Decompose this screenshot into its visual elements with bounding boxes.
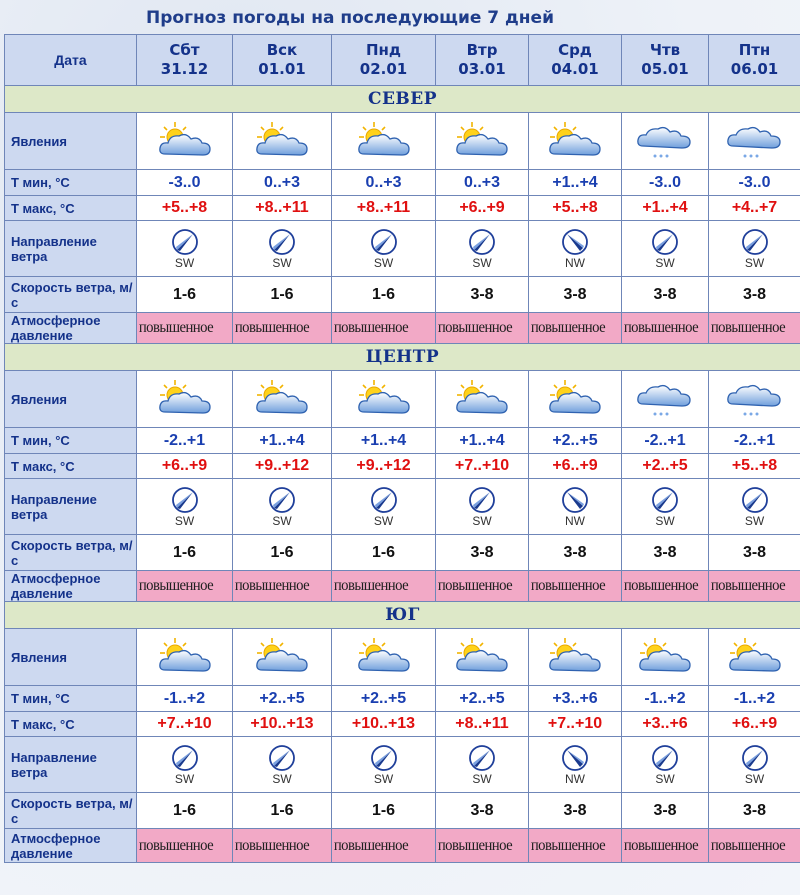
pressure-cell (137, 829, 233, 863)
pressure-cell (233, 571, 332, 602)
tmax-value: +7..+10 (137, 712, 233, 737)
weather-cell (709, 629, 800, 686)
pressure-value: повышенное (138, 577, 214, 594)
pressure-value: повышенное (623, 319, 699, 336)
pressure-cell (332, 829, 436, 863)
wind-compass-icon (267, 227, 297, 257)
region-header: СЕВЕР (5, 86, 800, 113)
wind-speed-value: 3-8 (529, 277, 622, 313)
wind-direction-text: SW (373, 514, 394, 528)
wind-speed-value: 3-8 (436, 793, 529, 829)
day-header-3 (436, 35, 529, 86)
wind-speed-value: 1-6 (332, 277, 436, 313)
wind-compass-icon (740, 485, 770, 515)
weather-cell (332, 371, 436, 428)
region-header: ЦЕНТР (5, 344, 800, 371)
wind-speed-value: 1-6 (233, 277, 332, 313)
wind-direction-cell (233, 737, 332, 793)
pressure-value: повышенное (710, 319, 786, 336)
sun-cloud-icon (725, 636, 785, 678)
pressure-value: повышенное (333, 577, 409, 594)
wind-direction-text: SW (472, 256, 492, 270)
pressure-cell (622, 313, 709, 344)
wind-direction-text: SW (272, 514, 292, 528)
weather-cell (233, 113, 332, 170)
tmax-label: Т макс, °С (5, 454, 137, 479)
weather-cell (137, 113, 233, 170)
wind-compass-icon (650, 743, 680, 773)
wind-speed-label: Скорость ветра, м/с (5, 793, 137, 829)
wind-speed-value: 1-6 (137, 793, 233, 829)
tmin-value: -3..0 (137, 170, 233, 196)
tmax-value: +2..+5 (622, 454, 709, 479)
wind-direction-cell (137, 737, 233, 793)
sun-cloud-icon (252, 120, 312, 162)
snow-cloud-icon (635, 378, 695, 420)
day-header-6 (709, 35, 800, 86)
wind-compass-icon (467, 743, 497, 773)
weather-cell (529, 113, 622, 170)
day-of-week: Срд (558, 41, 592, 59)
day-of-week: Втр (466, 41, 498, 59)
sun-cloud-icon (545, 636, 605, 678)
tmax-value: +6..+9 (137, 454, 233, 479)
wind-direction-text: SW (174, 256, 195, 270)
wind-direction-text: NW (565, 772, 585, 786)
wind-compass-icon (740, 743, 770, 773)
wind-direction-label: Направление ветра (5, 479, 137, 535)
pressure-label: Атмосферное давление (5, 313, 137, 344)
day-header-0 (137, 35, 233, 86)
wind-direction-text: SW (655, 772, 675, 786)
weather-cell (709, 113, 800, 170)
sun-cloud-icon (155, 636, 215, 678)
wind-direction-text: SW (472, 772, 492, 786)
pressure-cell (529, 829, 622, 863)
day-date: 03.01 (458, 60, 506, 78)
tmax-value: +8..+11 (436, 712, 529, 737)
pressure-cell (436, 313, 529, 344)
wind-direction-text: SW (655, 514, 675, 528)
wind-speed-value: 1-6 (233, 793, 332, 829)
wind-compass-icon (740, 227, 770, 257)
pressure-value: повышенное (710, 577, 786, 594)
wind-direction-text: NW (565, 256, 585, 270)
wind-speed-value: 1-6 (332, 535, 436, 571)
day-of-week: Чтв (649, 41, 681, 59)
wind-speed-value: 3-8 (709, 793, 800, 829)
tmax-value: +7..+10 (436, 454, 529, 479)
wind-direction-label: Направление ветра (5, 737, 137, 793)
wind-speed-value: 3-8 (622, 535, 709, 571)
wind-direction-cell (137, 221, 233, 277)
tmin-label: Т мин, °С (5, 428, 137, 454)
wind-compass-icon (267, 743, 297, 773)
wind-direction-cell (529, 479, 622, 535)
day-header-5 (622, 35, 709, 86)
wind-compass-icon (170, 227, 200, 257)
tmax-value: +6..+9 (709, 712, 800, 737)
wind-speed-value: 3-8 (436, 535, 529, 571)
pressure-value: повышенное (530, 319, 606, 336)
wind-speed-value: 1-6 (137, 535, 233, 571)
weather-cell (709, 371, 800, 428)
wind-direction-cell (233, 221, 332, 277)
snow-cloud-icon (725, 120, 785, 162)
pressure-cell (529, 313, 622, 344)
pressure-cell (332, 571, 436, 602)
weather-cell (137, 629, 233, 686)
wind-direction-text: SW (744, 514, 765, 528)
tmax-value: +8..+11 (233, 196, 332, 221)
tmax-value: +5..+8 (137, 196, 233, 221)
pressure-cell (436, 829, 529, 863)
tmin-value: 0..+3 (233, 170, 332, 196)
weather-cell (622, 629, 709, 686)
sun-cloud-icon (354, 378, 414, 420)
wind-compass-icon (369, 485, 399, 515)
sun-cloud-icon (452, 636, 512, 678)
pressure-cell (622, 571, 709, 602)
wind-compass-icon (369, 743, 399, 773)
pressure-cell (233, 829, 332, 863)
day-header-2 (332, 35, 436, 86)
wind-speed-value: 3-8 (709, 535, 800, 571)
wind-direction-text: SW (272, 772, 292, 786)
wind-speed-value: 3-8 (529, 793, 622, 829)
wind-speed-value: 3-8 (709, 277, 800, 313)
sun-cloud-icon (545, 120, 605, 162)
wind-compass-icon (650, 227, 680, 257)
pressure-cell (709, 313, 800, 344)
pressure-cell (332, 313, 436, 344)
pressure-cell (622, 829, 709, 863)
wind-direction-cell (622, 221, 709, 277)
wind-compass-icon (560, 227, 590, 257)
day-date: 31.12 (160, 60, 209, 78)
tmax-value: +7..+10 (529, 712, 622, 737)
wind-direction-cell (332, 479, 436, 535)
wind-direction-cell (709, 479, 800, 535)
wind-direction-cell (233, 479, 332, 535)
wind-speed-value: 3-8 (529, 535, 622, 571)
wind-speed-value: 3-8 (622, 793, 709, 829)
weather-cell (436, 629, 529, 686)
wind-speed-label: Скорость ветра, м/с (5, 277, 137, 313)
pressure-value: повышенное (437, 577, 513, 594)
tmin-value: -1..+2 (137, 686, 233, 712)
day-of-week: Сбт (169, 41, 200, 59)
weather-cell (622, 113, 709, 170)
day-date: 04.01 (551, 60, 599, 78)
tmax-value: +5..+8 (529, 196, 622, 221)
pressure-cell (436, 571, 529, 602)
wind-direction-cell (436, 479, 529, 535)
sun-cloud-icon (155, 120, 215, 162)
day-date: 06.01 (730, 60, 779, 78)
wind-speed-value: 1-6 (233, 535, 332, 571)
weather-cell (233, 371, 332, 428)
wind-direction-text: SW (373, 256, 394, 270)
day-header-4 (529, 35, 622, 86)
pressure-cell (137, 313, 233, 344)
wind-compass-icon (467, 227, 497, 257)
sun-cloud-icon (155, 378, 215, 420)
wind-direction-text: SW (655, 256, 675, 270)
wind-speed-value: 1-6 (332, 793, 436, 829)
wind-speed-value: 1-6 (137, 277, 233, 313)
pressure-value: повышенное (333, 319, 409, 336)
wind-direction-text: SW (272, 256, 292, 270)
tmax-label: Т макс, °С (5, 712, 137, 737)
pressure-value: повышенное (623, 577, 699, 594)
sun-cloud-icon (252, 378, 312, 420)
weather-cell (233, 629, 332, 686)
wind-direction-cell (137, 479, 233, 535)
wind-direction-cell (709, 221, 800, 277)
pressure-value: повышенное (710, 836, 786, 854)
tmin-value: -1..+2 (622, 686, 709, 712)
day-header-1 (233, 35, 332, 86)
pressure-label: Атмосферное давление (5, 571, 137, 602)
phenomena-label: Явления (5, 371, 137, 428)
tmax-value: +6..+9 (436, 196, 529, 221)
wind-direction-cell (436, 737, 529, 793)
tmax-value: +9..+12 (233, 454, 332, 479)
day-date: 02.01 (359, 60, 408, 78)
day-of-week: Птн (738, 41, 771, 59)
pressure-cell (709, 571, 800, 602)
wind-speed-label: Скорость ветра, м/с (5, 535, 137, 571)
phenomena-label: Явления (5, 113, 137, 170)
wind-compass-icon (560, 743, 590, 773)
date-header-row (5, 35, 800, 86)
tmin-value: +1..+4 (233, 428, 332, 454)
weather-cell (436, 371, 529, 428)
day-of-week: Пнд (365, 41, 402, 59)
tmax-value: +1..+4 (622, 196, 709, 221)
tmax-value: +4..+7 (709, 196, 800, 221)
pressure-value: повышенное (138, 319, 214, 336)
tmin-value: -2..+1 (137, 428, 233, 454)
tmin-value: -3..0 (709, 170, 800, 196)
sun-cloud-icon (354, 636, 414, 678)
wind-speed-value: 3-8 (622, 277, 709, 313)
wind-direction-cell (529, 221, 622, 277)
forecast-table (4, 34, 800, 863)
tmax-value: +9..+12 (332, 454, 436, 479)
sun-cloud-icon (252, 636, 312, 678)
tmin-value: -2..+1 (622, 428, 709, 454)
sun-cloud-icon (452, 378, 512, 420)
tmin-value: +2..+5 (332, 686, 436, 712)
phenomena-label: Явления (5, 629, 137, 686)
pressure-cell (137, 571, 233, 602)
tmin-value: +3..+6 (529, 686, 622, 712)
wind-compass-icon (170, 485, 200, 515)
day-date: 01.01 (258, 60, 306, 78)
tmin-value: -2..+1 (709, 428, 800, 454)
tmin-value: -3..0 (622, 170, 709, 196)
wind-direction-cell (436, 221, 529, 277)
wind-direction-cell (709, 737, 800, 793)
tmin-value: +1..+4 (436, 428, 529, 454)
weather-cell (622, 371, 709, 428)
tmin-label: Т мин, °С (5, 686, 137, 712)
wind-direction-text: SW (744, 256, 765, 270)
tmin-value: +2..+5 (436, 686, 529, 712)
tmin-value: +2..+5 (233, 686, 332, 712)
region-header: ЮГ (5, 602, 800, 629)
pressure-value: повышенное (437, 319, 513, 336)
wind-compass-icon (369, 227, 399, 257)
pressure-cell (529, 571, 622, 602)
pressure-value: повышенное (234, 836, 310, 854)
tmax-value: +5..+8 (709, 454, 800, 479)
wind-direction-cell (332, 737, 436, 793)
wind-direction-text: SW (373, 772, 394, 786)
wind-direction-text: SW (174, 514, 195, 528)
tmax-value: +10..+13 (332, 712, 436, 737)
weather-cell (436, 113, 529, 170)
pressure-cell (233, 313, 332, 344)
tmax-value: +3..+6 (622, 712, 709, 737)
day-date: 05.01 (641, 60, 689, 78)
weather-cell (332, 629, 436, 686)
pressure-cell (709, 829, 800, 863)
weather-cell (137, 371, 233, 428)
pressure-value: повышенное (530, 836, 606, 854)
wind-direction-text: SW (472, 514, 492, 528)
wind-direction-cell (622, 479, 709, 535)
wind-direction-label: Направление ветра (5, 221, 137, 277)
tmin-value: +1..+4 (332, 428, 436, 454)
wind-direction-text: SW (174, 772, 195, 786)
wind-direction-cell (529, 737, 622, 793)
wind-compass-icon (650, 485, 680, 515)
tmin-value: 0..+3 (436, 170, 529, 196)
pressure-value: повышенное (437, 836, 513, 854)
pressure-label: Атмосферное давление (5, 829, 137, 863)
tmax-label: Т макс, °С (5, 196, 137, 221)
weather-cell (332, 113, 436, 170)
pressure-value: повышенное (234, 577, 310, 594)
snow-cloud-icon (725, 378, 785, 420)
sun-cloud-icon (354, 120, 414, 162)
tmax-value: +6..+9 (529, 454, 622, 479)
wind-compass-icon (170, 743, 200, 773)
wind-direction-text: SW (744, 772, 765, 786)
snow-cloud-icon (635, 120, 695, 162)
tmin-value: -1..+2 (709, 686, 800, 712)
pressure-value: повышенное (623, 836, 699, 854)
wind-direction-cell (622, 737, 709, 793)
sun-cloud-icon (452, 120, 512, 162)
wind-compass-icon (560, 485, 590, 515)
weather-cell (529, 371, 622, 428)
page-title: Прогноз погоды на последующие 7 дней (146, 8, 554, 28)
sun-cloud-icon (635, 636, 695, 678)
wind-speed-value: 3-8 (436, 277, 529, 313)
weather-cell (529, 629, 622, 686)
wind-compass-icon (267, 485, 297, 515)
date-label: Дата (5, 35, 137, 86)
pressure-value: повышенное (234, 319, 310, 336)
pressure-value: повышенное (138, 836, 214, 854)
pressure-value: повышенное (530, 577, 606, 594)
pressure-value: повышенное (333, 836, 409, 854)
sun-cloud-icon (545, 378, 605, 420)
tmax-value: +8..+11 (332, 196, 436, 221)
tmin-value: +2..+5 (529, 428, 622, 454)
wind-direction-text: NW (565, 514, 585, 528)
tmin-value: +1..+4 (529, 170, 622, 196)
tmax-value: +10..+13 (233, 712, 332, 737)
tmin-value: 0..+3 (332, 170, 436, 196)
wind-compass-icon (467, 485, 497, 515)
wind-direction-cell (332, 221, 436, 277)
tmin-label: Т мин, °С (5, 170, 137, 196)
day-of-week: Вск (266, 41, 298, 59)
